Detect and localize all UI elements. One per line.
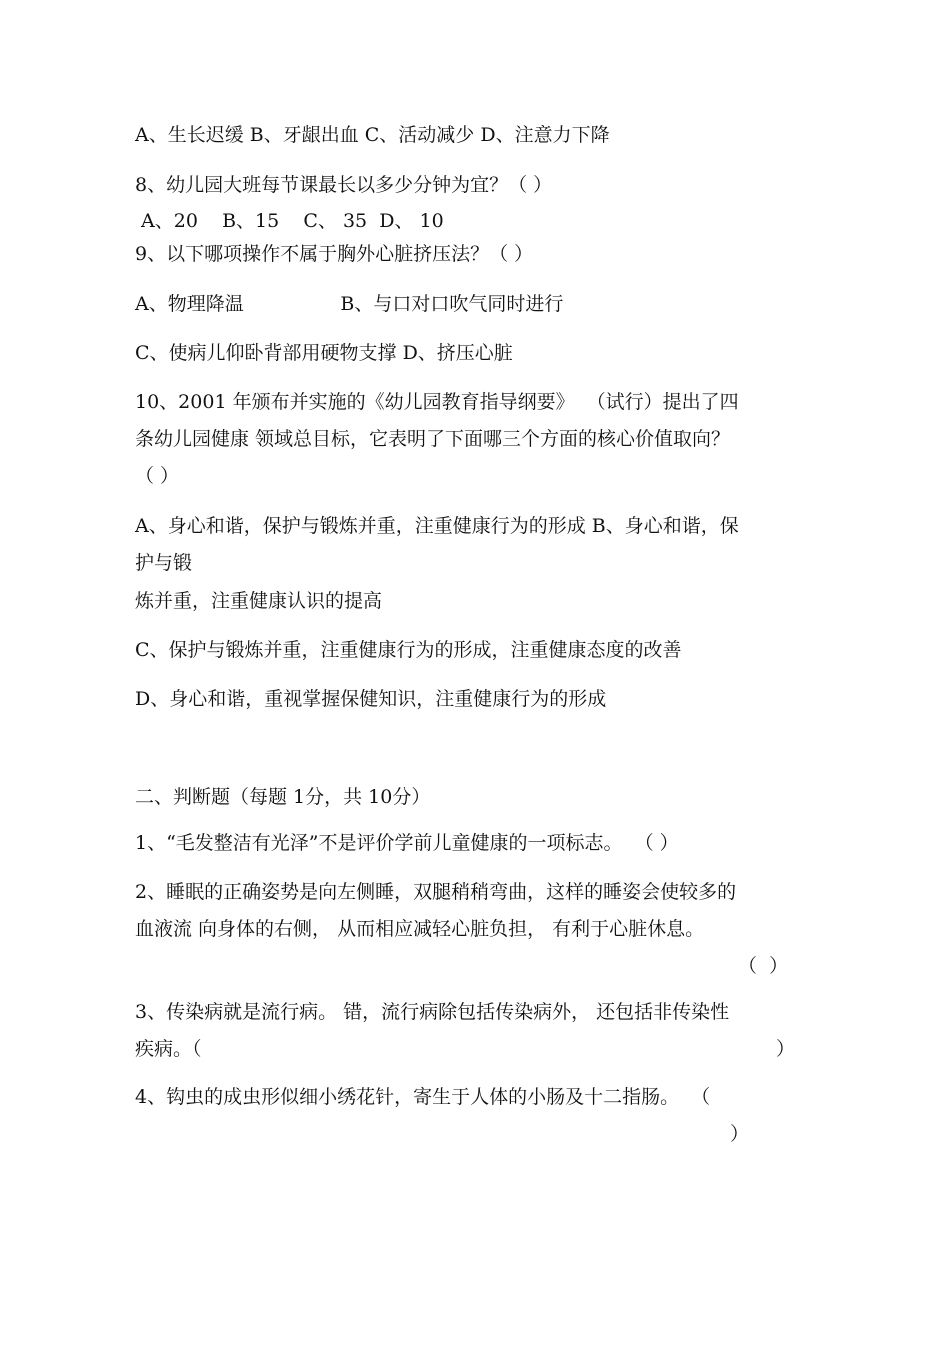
section-heading: 二、判断题（每题 1分，共 10分） (135, 786, 431, 808)
q10-stem-line1: 10、2001 年颁布并实施的《幼儿园教育指导纲要》 （试行）提出了四 (135, 391, 739, 413)
tf-q4-blank-close: ） (730, 1123, 750, 1145)
q9-options-ab: A、物理降温 B、与口对口吹气同时进行 (135, 293, 564, 315)
tf-q2-line2: 血液流 向身体的右侧， 从而相应减轻心脏负担， 有利于心脏休息。 (135, 918, 705, 940)
tf-q4-line1: 4、钩虫的成虫形似细小绣花针，寄生于人体的小肠及十二指肠。 （ (135, 1086, 711, 1108)
q10-option-c: C、保护与锻炼并重，注重健康行为的形成，注重健康态度的改善 (135, 639, 682, 661)
q10-option-d: D、身心和谐，重视掌握保健知识，注重健康行为的形成 (135, 688, 607, 710)
q8-options: A、20 B、15 C、 35 D、 10 (135, 210, 444, 232)
q9-options-cd: C、使病儿仰卧背部用硬物支撑 D、挤压心脏 (135, 342, 513, 364)
q7-options: A、生长迟缓 B、牙龈出血 C、活动减少 D、注意力下降 (135, 124, 610, 146)
q10-option-ab-line2: 护与锻 (135, 552, 193, 574)
q10-stem-line2: 条幼儿园健康 领域总目标，它表明了下面哪三个方面的核心价值取向？ (135, 428, 731, 450)
q10-option-ab-line1: A、身心和谐，保护与锻炼并重，注重健康行为的形成 B、身心和谐，保 (135, 515, 739, 537)
tf-q3-line1: 3、传染病就是流行病。 错，流行病除包括传染病外， 还包括非传染性 (135, 1001, 730, 1023)
tf-q2-blank: （ ） (738, 955, 789, 977)
q10-option-ab-line3: 炼并重，注重健康认识的提高 (135, 590, 383, 612)
q10-answer-blank: （ ） (135, 465, 180, 487)
tf-q1: 1、“毛发整洁有光泽”不是评价学前儿童健康的一项标志。 （ ） (135, 832, 679, 854)
tf-q3-blank-close: ） (776, 1038, 796, 1060)
q8-stem: 8、幼儿园大班每节课最长以多少分钟为宜？（ ） (135, 174, 553, 196)
tf-q2-line1: 2、睡眠的正确姿势是向左侧睡，双腿稍稍弯曲，这样的睡姿会使较多的 (135, 881, 737, 903)
q9-stem: 9、以下哪项操作不属于胸外心脏挤压法？（ ） (135, 243, 534, 265)
tf-q3-line2: 疾病。（ (135, 1038, 202, 1060)
